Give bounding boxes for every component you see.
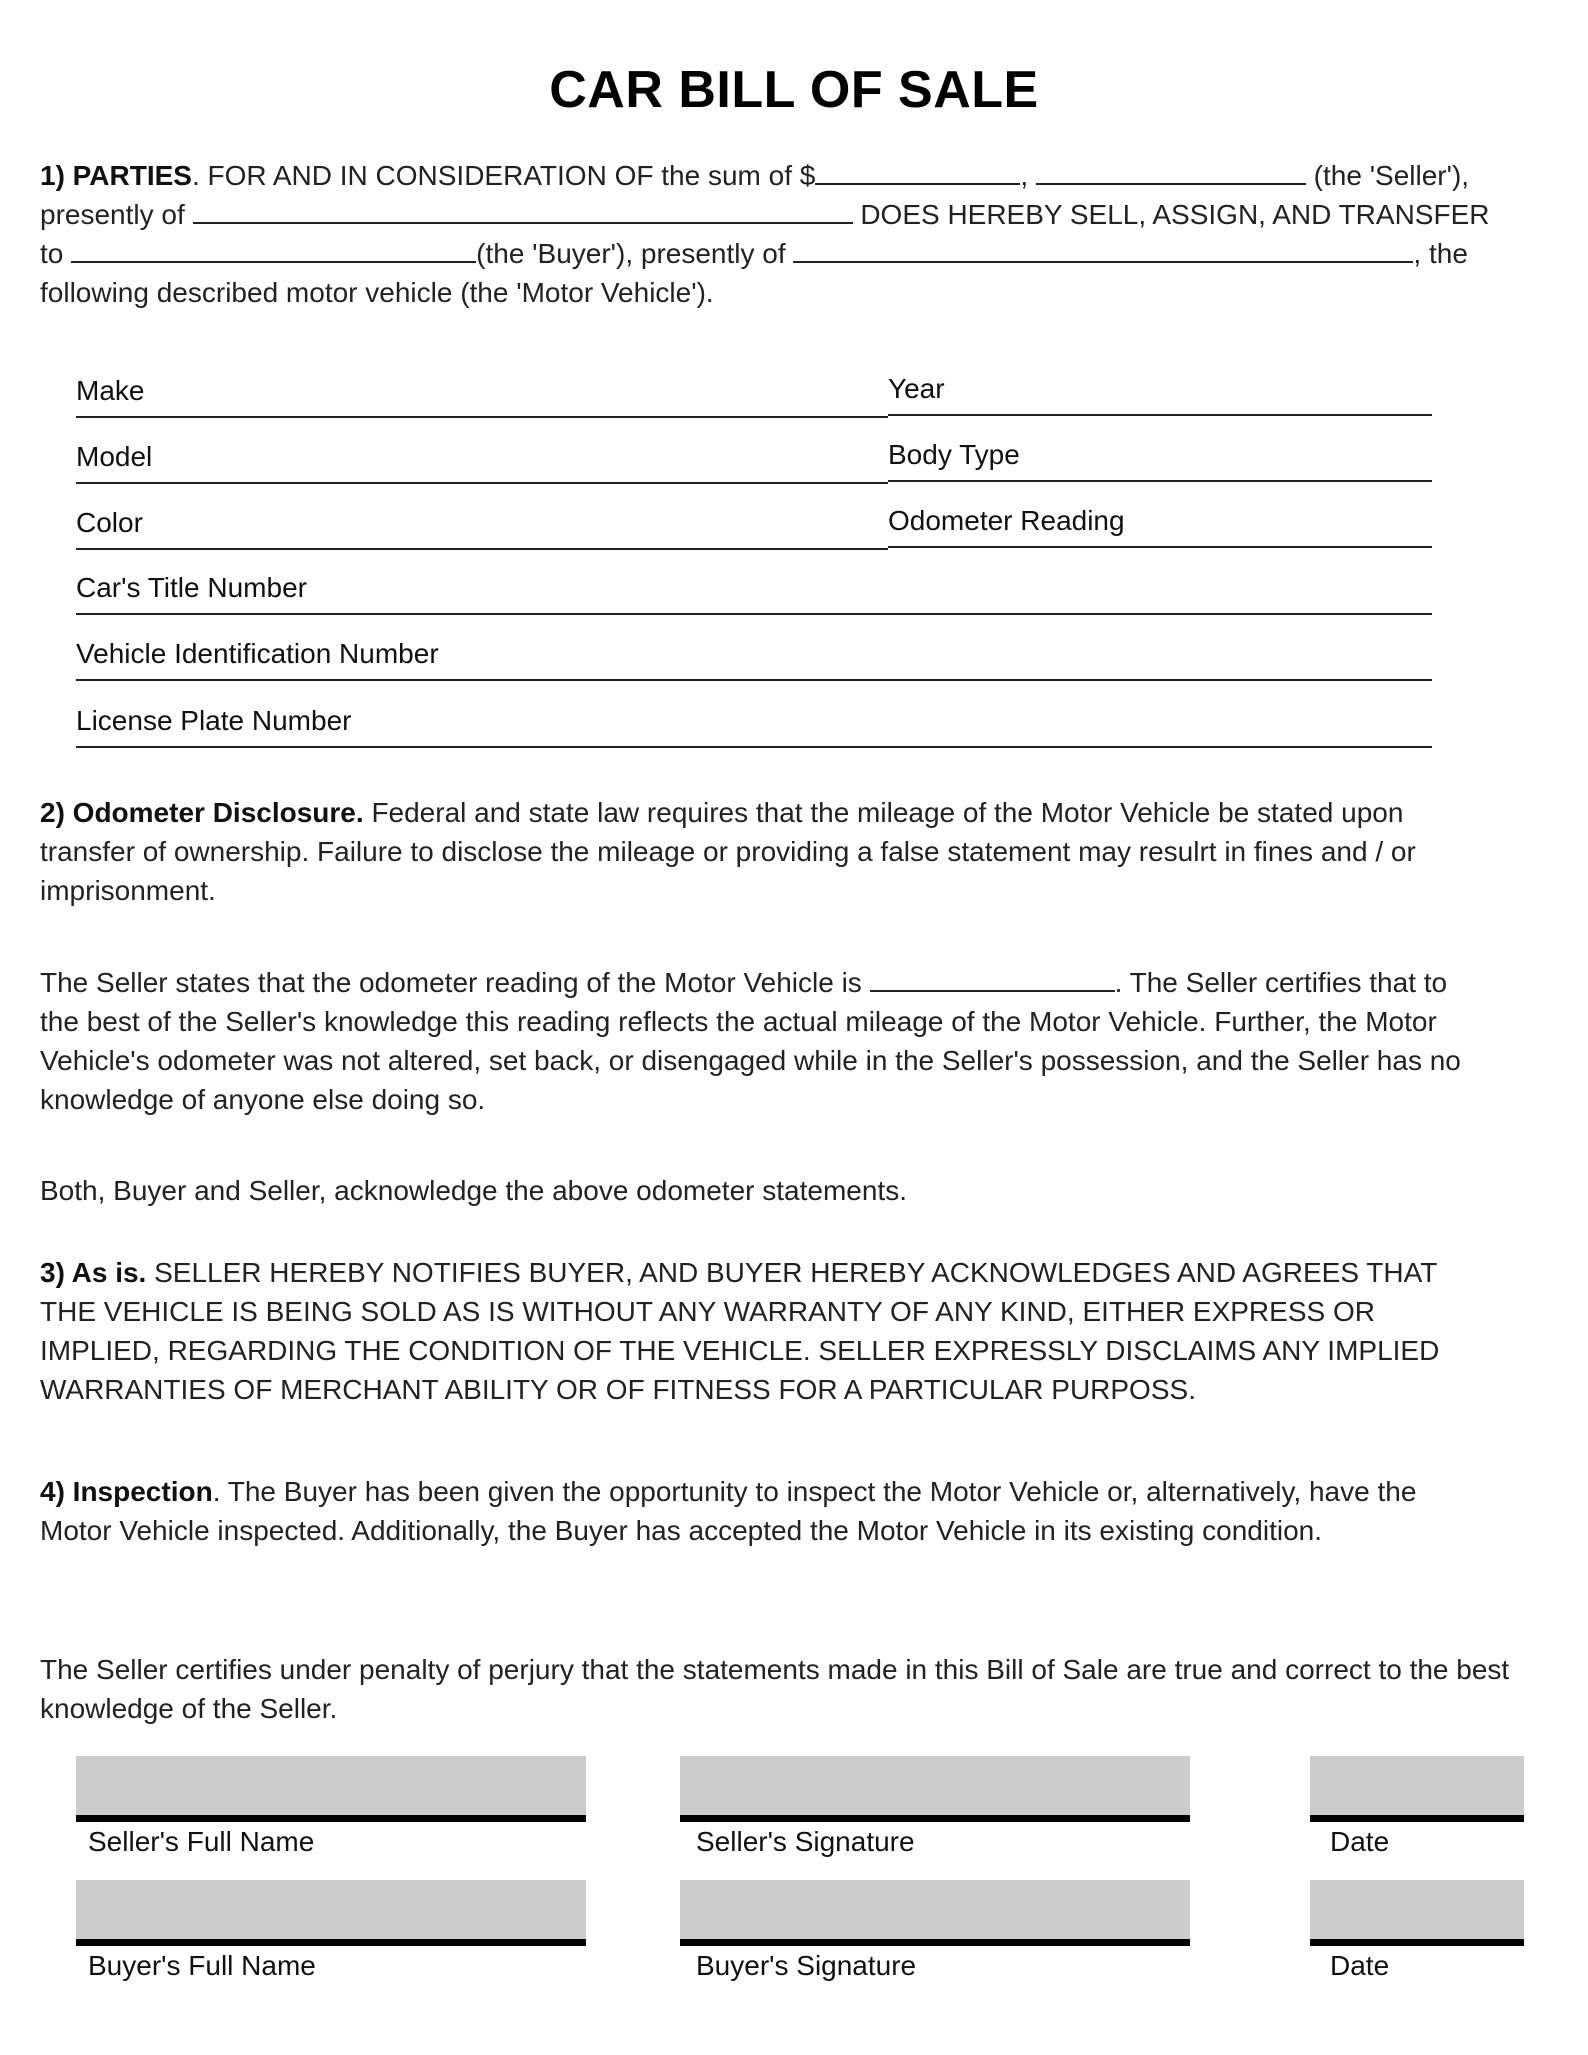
- as-is-section: 3) As is. SELLER HEREBY NOTIFIES BUYER, AND BUYER HEREBY ACKNOWLEDGES AND AGREES THAT THE VEHICLE IS BEING SOLD AS IS WITHOUT ANY WARRANTY OF ANY KIND, EITHER EXPRESS OR IMPLIED, REGARDING THE CONDITION OF THE VEHICLE. SELLER EXPRESSLY DISCLAIMS ANY IMPLIED WARRANTIES OF MERCHANT ABILITY OR OF FITNESS FOR A PARTICULAR PURPOSS.: [40, 1257, 1440, 1405]
- seller-date-label: Date: [1330, 1826, 1390, 1857]
- as-is-heading: 3) As is.: [40, 1257, 147, 1288]
- parties-section: [40, 156, 1550, 312]
- certification-text: The Seller certifies under penalty of perjury that the statements made in this Bill of Sale are true and correct to the best knowledge of the Seller.: [40, 1654, 1510, 1724]
- parties-line-3: to (the 'Buyer'), presently of , the: [40, 234, 1550, 273]
- odometer-acknowledge: Both, Buyer and Seller, acknowledge the above odometer statements.: [40, 1175, 907, 1206]
- parties-line-4: following described motor vehicle (the 'Motor Vehicle').: [40, 277, 714, 308]
- buyer-signature-box[interactable]: [680, 1880, 1190, 1946]
- title-number-field[interactable]: Car's Title Number: [76, 571, 1432, 615]
- make-field[interactable]: Make: [76, 374, 888, 418]
- model-field[interactable]: Model: [76, 440, 888, 484]
- vin-field[interactable]: Vehicle Identification Number: [76, 637, 1432, 681]
- odometer-value-field[interactable]: [870, 964, 1115, 992]
- buyer-full-name-box[interactable]: [76, 1880, 586, 1946]
- seller-signature-box[interactable]: [680, 1756, 1190, 1822]
- seller-full-name-box[interactable]: [76, 1756, 586, 1822]
- odometer-section: 2) Odometer Disclosure. Federal and state law requires that the mileage of the Motor Vehicle be stated upon transfer of ownership. Failure to disclose the mileage or providing a false statement may resulrt in fines and / or imprisonment.: [40, 797, 1416, 906]
- inspection-heading: 4) Inspection: [40, 1476, 213, 1507]
- seller-name-field[interactable]: [1036, 157, 1306, 185]
- buyer-date-box[interactable]: [1310, 1880, 1524, 1946]
- body-type-field[interactable]: Body Type: [888, 438, 1432, 482]
- parties-heading: 1) PARTIES: [40, 160, 192, 191]
- seller-signature-label: Seller's Signature: [696, 1826, 915, 1857]
- buyer-full-name-label: Buyer's Full Name: [88, 1950, 316, 1981]
- odometer-reading-field[interactable]: Odometer Reading: [888, 504, 1432, 548]
- seller-date-box[interactable]: [1310, 1756, 1524, 1822]
- sum-field[interactable]: [815, 157, 1020, 185]
- document-title: CAR BILL OF SALE: [549, 61, 1039, 119]
- odometer-heading: 2) Odometer Disclosure.: [40, 797, 364, 828]
- parties-line-1: 1) PARTIES. FOR AND IN CONSIDERATION OF the sum of $ , (the 'Seller'),: [40, 156, 1550, 195]
- license-plate-field[interactable]: License Plate Number: [76, 704, 1432, 748]
- seller-address-field[interactable]: [193, 196, 853, 224]
- seller-full-name-label: Seller's Full Name: [88, 1826, 315, 1857]
- buyer-address-field[interactable]: [793, 235, 1413, 263]
- inspection-section: 4) Inspection. The Buyer has been given the opportunity to inspect the Motor Vehicle or, alternatively, have the Motor Vehicle inspected. Additionally, the Buyer has accepted the Motor Vehicle in its existing condition.: [40, 1476, 1417, 1546]
- buyer-name-field[interactable]: [71, 235, 476, 263]
- year-field[interactable]: Year: [888, 372, 1432, 416]
- buyer-date-label: Date: [1330, 1950, 1390, 1981]
- parties-line-2: presently of DOES HEREBY SELL, ASSIGN, AND TRANSFER: [40, 195, 1550, 234]
- odometer-statement: The Seller states that the odometer reading of the Motor Vehicle is . The Seller certifies that to the best of the Seller's knowledge this reading reflects the actual mileage of the Motor Vehicle. Further, the Motor Vehicle's odometer was not altered, set back, or disengaged while in the Seller's possession, and the Seller has no knowledge of anyone else doing so.: [40, 963, 1470, 1119]
- color-field[interactable]: Color: [76, 506, 888, 550]
- buyer-signature-label: Buyer's Signature: [696, 1950, 917, 1981]
